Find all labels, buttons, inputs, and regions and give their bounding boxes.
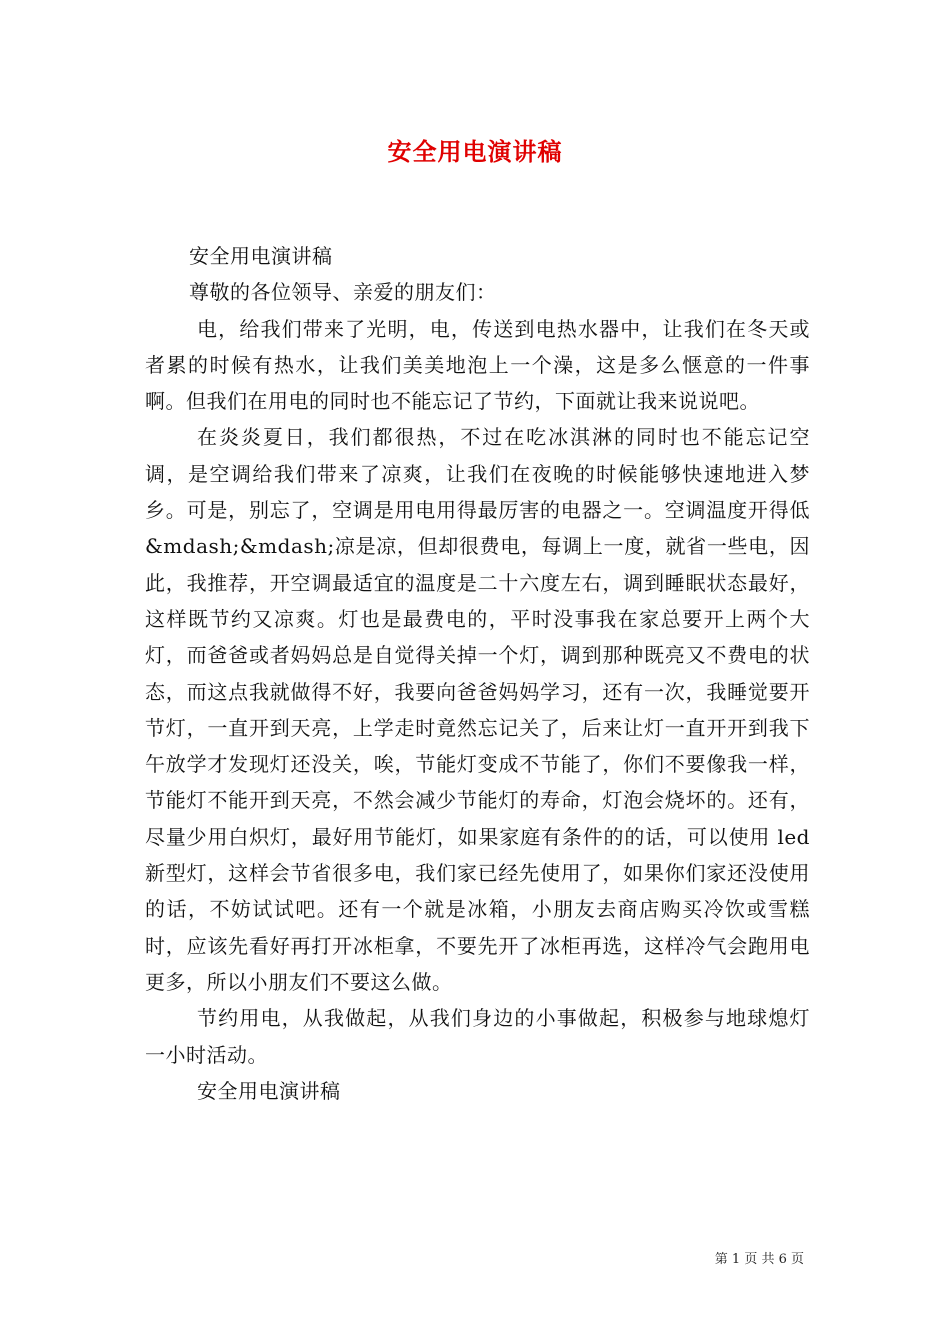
paragraph-greeting: 尊敬的各位领导、亲爱的朋友们：: [189, 280, 497, 305]
paragraph: 安全用电演讲稿: [197, 1078, 341, 1103]
paragraph-heading: 安全用电演讲稿: [189, 244, 333, 268]
paragraph: 电，给我们带来了光明，电，传送到电热水器中，让我们在冬天或者累的时候有热水，让我们美美地泡上一个澡，这是多么惬意的一件事啊。但我们在用电的同时也不能忘记了节约，下面就让我来说说吧。: [145, 316, 810, 414]
document-title: 安全用电演讲稿: [387, 137, 563, 166]
paragraph: 在炎炎夏日，我们都很热，不过在吃冰淇淋的同时也不能忘记空调，是空调给我们带来了凉爽，让我们在夜晚的时候能够快速地进入梦乡。可是，别忘了，空调是用电用得最厉害的电器之一。空调温度开得低&mdash;&mdash;凉是凉，但却很费电，每调上一度，就省一些电，因此，我推荐，开空调最适宜的温度是二十六度左右，调到睡眠状态最好，这样既节约又凉爽。灯也是最费电的，平时没事我在家总要开上两个大灯，而爸爸或者妈妈总是自觉得关掉一个灯，调到那种既亮又不费电的状态，而这点我就做得不好，我要向爸爸妈妈学习，还有一次，我睡觉要开节灯，一直开到天亮，上学走时竟然忘记关了，后来让灯一直开开到我下午放学才发现灯还没关，唉，节能灯变成不节能了，你们不要像我一样，节能灯不能开到天亮，不然会减少节能灯的寿命，灯泡会烧坏的。还有，尽量少用白炽灯，最好用节能灯，如果家庭有条件的的话，可以使用 led 新型灯，这样会节省很多电，我们家已经先使用了，如果你们家还没使用的话，不妨试试吧。还有一个就是冰箱，小朋友去商店购买冷饮或雪糕时，应该先看好再打开冰柜拿，不要先开了冰柜再选，这样冷气会跑用电更多，所以小朋友们不要这么做。: [145, 425, 810, 994]
page-number: 第 1 页 共 6 页: [714, 1252, 804, 1267]
paragraph: 节约用电，从我做起，从我们身边的小事做起，积极参与地球熄灯一小时活动。: [145, 1006, 810, 1067]
document-body: [145, 238, 810, 1109]
